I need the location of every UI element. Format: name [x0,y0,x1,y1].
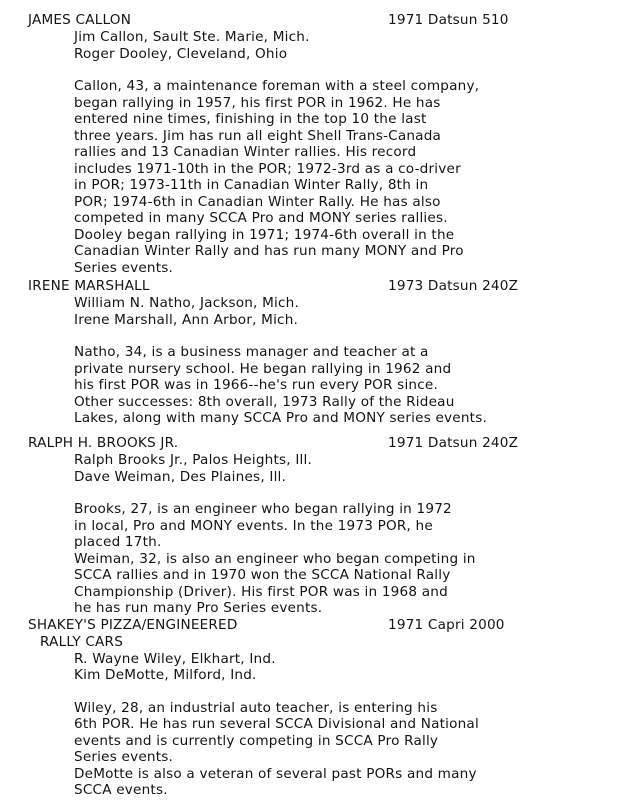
entry-bio [0,62,640,276]
bio-line: Lakes, along with many SCCA Pro and MONY series events. [74,410,488,426]
entry-callon [0,12,640,276]
entry-header [0,435,640,452]
sponsor-name: JAMES CALLON [28,12,132,28]
car-model: 1971 Datsun 510 [388,12,509,28]
sponsor-name: RALPH H. BROOKS JR. [28,435,179,451]
bio-line: entered nine times, finishing in the top 10 the last [74,111,427,127]
bio-line: Callon, 43, a maintenance foreman with a steel company, [74,78,480,94]
entry-bio [0,485,640,617]
car-model: 1973 Datsun 240Z [388,278,519,294]
bio-line: Brooks, 27, is an engineer who began rallying in 1972 [74,501,452,517]
bio-line: SCCA events. [74,782,168,798]
entry-bio [0,328,640,427]
bio-line: competed in many SCCA Pro and MONY series rallies. [74,210,448,226]
crew-member: Roger Dooley, Cleveland, Ohio [74,45,288,62]
car-model: 1971 Datsun 240Z [388,435,519,451]
crew-member: Irene Marshall, Ann Arbor, Mich. [74,311,299,328]
bio-line: 6th POR. He has run several SCCA Divisional and National [74,716,479,732]
entry-header [0,12,640,29]
bio-line: includes 1971-10th in the POR; 1972-3rd as a co-driver [74,160,461,177]
bio-line: rallies and 13 Canadian Winter rallies. His record [74,144,417,160]
bio-line: Dooley began rallying in 1971; 1974-6th overall in the [74,226,455,243]
bio-line: POR; 1974-6th in Canadian Winter Rally. He has also [74,193,441,210]
entry-header [0,278,640,295]
crew-member: R. Wayne Wiley, Elkhart, Ind. [74,650,276,667]
entry-shakeys [0,617,640,799]
crew-member: Jim Callon, Sault Ste. Marie, Mich. [74,29,310,45]
crew-member: Kim DeMotte, Milford, Ind. [74,667,257,683]
bio-line: Series events. [74,259,174,276]
bio-line: SCCA rallies and in 1970 won the SCCA National Rally [74,567,451,583]
bio-line: in local, Pro and MONY events. In the 1973 POR, he [74,517,433,534]
crew-member: William N. Natho, Jackson, Mich. [74,295,300,311]
entry-brooks [0,435,640,617]
entry-bio [0,684,640,799]
sponsor-name: IRENE MARSHALL [28,278,150,294]
bio-line: in POR; 1973-11th in Canadian Winter Rally, 8th in [74,177,429,193]
bio-line: placed 17th. [74,534,162,550]
bio-line: Weiman, 32, is also an engineer who began competing in [74,550,476,567]
bio-line: Other successes: 8th overall, 1973 Rally of the Rideau [74,393,455,410]
bio-line: his first POR was in 1966--he's run every POR since. [74,377,438,393]
crew-member: Ralph Brooks Jr., Palos Heights, Ill. [74,452,313,468]
bio-line: Natho, 34, is a business manager and teacher at a [74,344,429,360]
bio-line: began rallying in 1957, his first POR in 1962. He has [74,94,441,111]
bio-line: private nursery school. He began rallying in 1962 and [74,360,452,377]
entry-header [0,617,640,634]
crew-member: Dave Weiman, Des Plaines, Ill. [74,468,287,485]
bio-line: Championship (Driver). His first POR was in 1968 and [74,583,448,600]
bio-line: Wiley, 28, an industrial auto teacher, is entering his [74,699,438,716]
sponsor-name: SHAKEY'S PIZZA/ENGINEERED [28,617,238,633]
bio-line: Canadian Winter Rally and has run many MONY and Pro [74,243,464,259]
sponsor-name-continued: RALLY CARS [40,634,124,650]
bio-line: events and is currently competing in SCCA Pro Rally [74,732,439,749]
bio-line: he has run many Pro Series events. [74,600,323,616]
bio-line: DeMotte is also a veteran of several past PORs and many [74,765,477,782]
bio-line: three years. Jim has run all eight Shell Trans-Canada [74,127,442,144]
entry-marshall [0,278,640,427]
bio-line: Series events. [74,749,174,765]
car-model: 1971 Capri 2000 [388,617,505,633]
